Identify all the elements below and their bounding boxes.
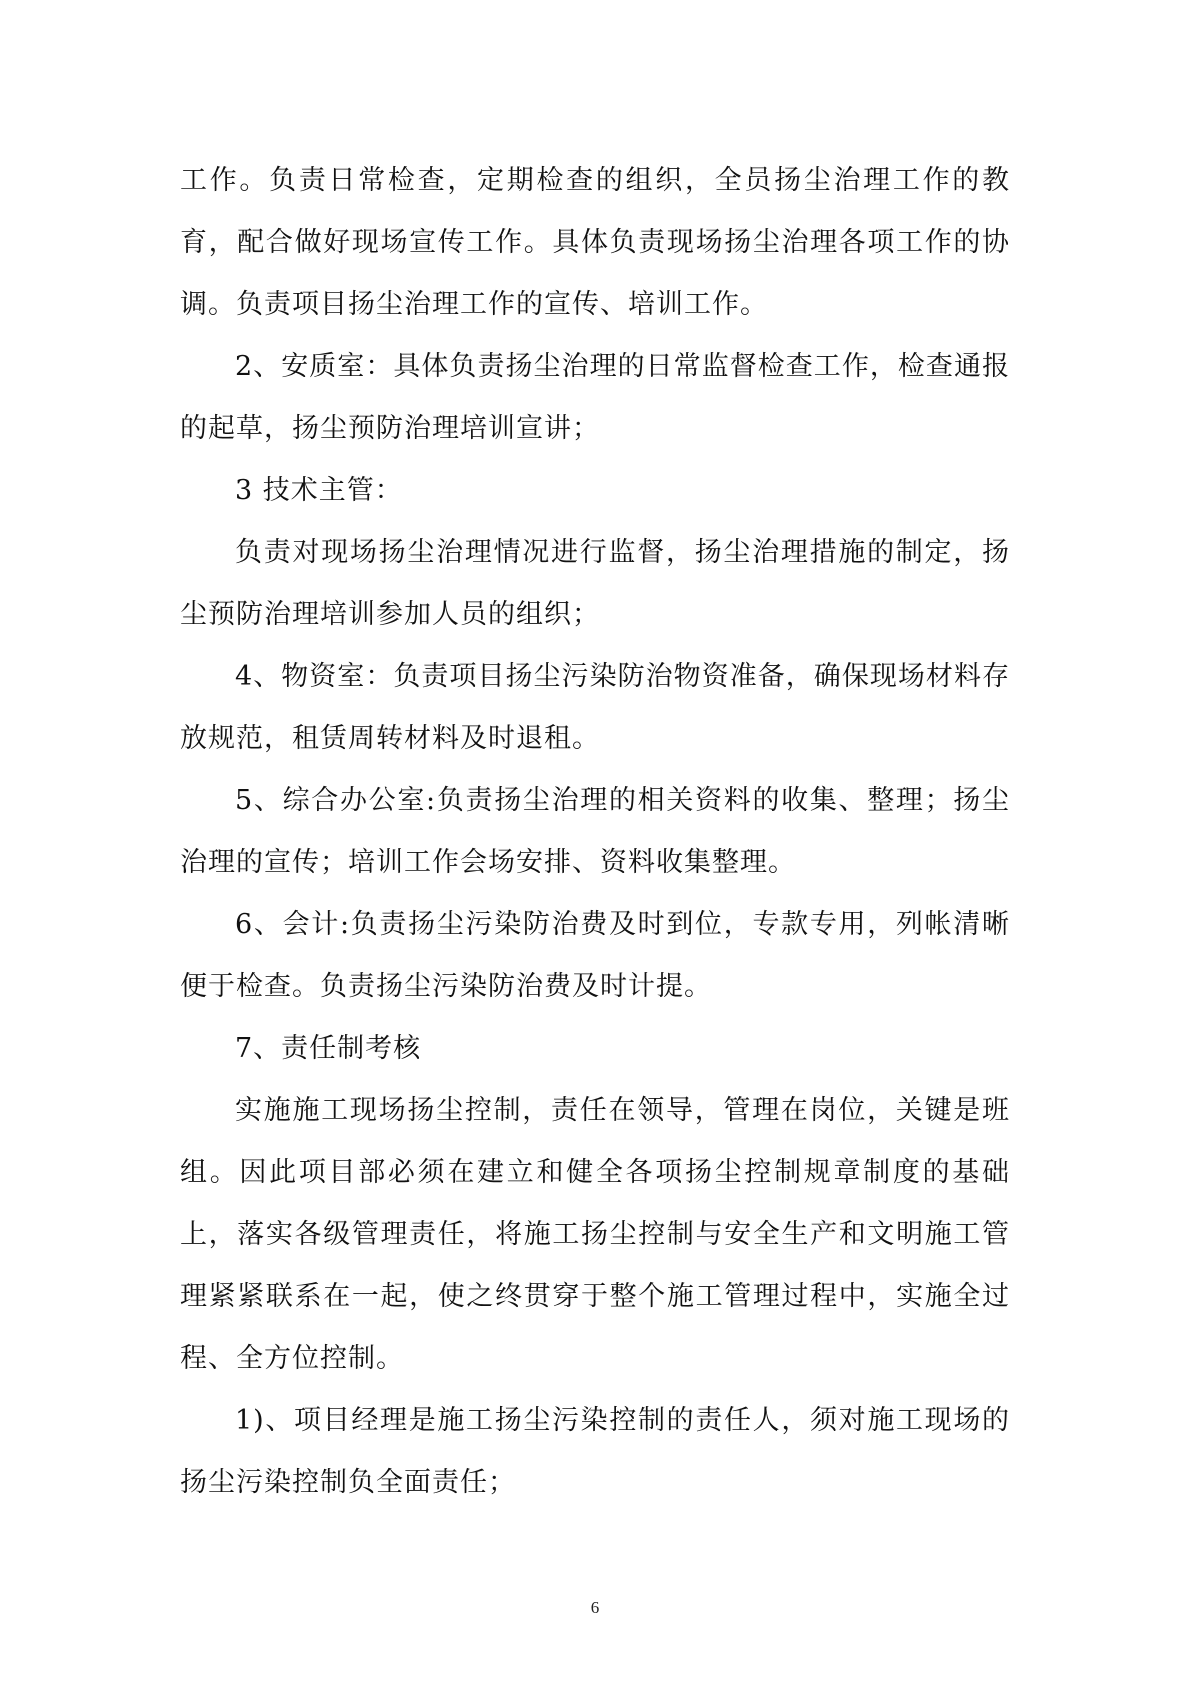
paragraph-materials-office: 4、物资室：负责项目扬尘污染防治物资准备，确保现场材料存放规范，租赁周转材料及时退租。 xyxy=(180,661,1010,754)
heading-technical-supervisor: 3 技术主管： xyxy=(235,475,403,506)
paragraph-general-office: 5、综合办公室:负责扬尘治理的相关资料的收集、整理；扬尘治理的宣传；培训工作会场安排、资料收集整理。 xyxy=(180,785,1010,878)
paragraph-safety-quality-office: 2、安质室：具体负责扬尘治理的日常监督检查工作，检查通报的起草，扬尘预防治理培训宣讲； xyxy=(180,351,1010,444)
heading-responsibility-assessment: 7、责任制考核 xyxy=(235,1033,422,1064)
paragraph-responsibility-assessment: 实施施工现场扬尘控制，责任在领导，管理在岗位，关键是班组。因此项目部必须在建立和健全各项扬尘控制规章制度的基础上，落实各级管理责任，将施工扬尘控制与安全生产和文明施工管理紧紧联系在一起，使之终贯穿于整个施工管理过程中，实施全过程、全方位控制。 xyxy=(180,1095,1010,1374)
paragraph-project-manager: 1)、项目经理是施工扬尘污染控制的责任人，须对施工现场的扬尘污染控制负全面责任； xyxy=(180,1405,1010,1498)
paragraph-technical-supervisor: 负责对现场扬尘治理情况进行监督，扬尘治理措施的制定，扬尘预防治理培训参加人员的组织； xyxy=(180,537,1010,630)
document-body xyxy=(180,150,1010,1514)
paragraph-continuation: 工作。负责日常检查，定期检查的组织，全员扬尘治理工作的教育，配合做好现场宣传工作。具体负责现场扬尘治理各项工作的协调。负责项目扬尘治理工作的宣传、培训工作。 xyxy=(180,165,1010,320)
paragraph-accountant: 6、会计:负责扬尘污染防治费及时到位，专款专用，列帐清晰便于检查。负责扬尘污染防治费及时计提。 xyxy=(180,909,1010,1002)
page-number: 6 xyxy=(590,1598,600,1617)
